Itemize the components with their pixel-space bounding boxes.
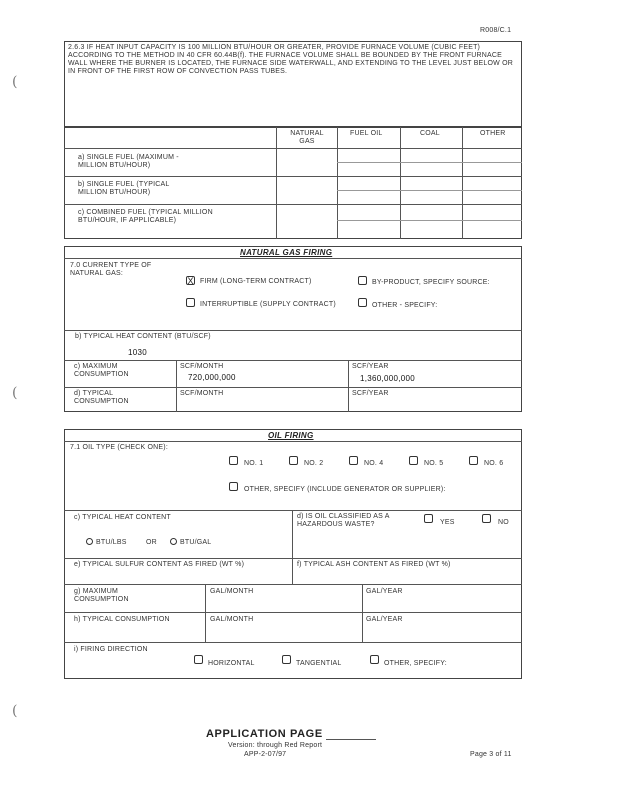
- firm-checkbox[interactable]: X: [187, 276, 194, 286]
- footer-code: APP-2-07/97: [244, 751, 287, 758]
- form-code: R008/C.1: [480, 27, 512, 34]
- col-fuel-oil: FUEL OIL: [350, 130, 383, 137]
- oil-max-month-unit: GAL/MONTH: [210, 588, 254, 595]
- oil-no6-label: NO. 6: [484, 460, 504, 467]
- row-combined: c) COMBINED FUEL (TYPICAL MILLION BTU/HOUR, IF APPLICABLE): [78, 209, 213, 224]
- byproduct-checkbox[interactable]: [358, 276, 367, 285]
- interruptible-checkbox[interactable]: [186, 298, 195, 307]
- gas-typ-year-unit: SCF/YEAR: [352, 390, 389, 397]
- hazardous-no-checkbox[interactable]: [482, 514, 491, 523]
- hazardous-no-label: NO: [498, 519, 509, 526]
- oil-typ-label: h) TYPICAL CONSUMPTION: [74, 616, 170, 623]
- oil-heat-question: c) TYPICAL HEAT CONTENT: [74, 514, 171, 521]
- hazardous-question: d) IS OIL CLASSIFIED AS A HAZARDOUS WASTE?: [297, 513, 390, 528]
- oil-no2-checkbox[interactable]: [289, 456, 298, 465]
- or-label: OR: [146, 539, 157, 546]
- tangential-checkbox[interactable]: [282, 655, 291, 664]
- oil-no1-label: NO. 1: [244, 460, 264, 467]
- horizontal-label: HORIZONTAL: [208, 660, 255, 667]
- oil-other-checkbox[interactable]: [229, 482, 238, 491]
- col-coal: COAL: [420, 130, 440, 137]
- oil-no5-label: NO. 5: [424, 460, 444, 467]
- oil-no2-label: NO. 2: [304, 460, 324, 467]
- oil-max-label: g) MAXIMUM CONSUMPTION: [74, 588, 129, 603]
- col-other: OTHER: [480, 130, 506, 137]
- oil-no5-checkbox[interactable]: [409, 456, 418, 465]
- footer-page: Page 3 of 11: [470, 751, 512, 758]
- oil-max-year-unit: GAL/YEAR: [366, 588, 403, 595]
- tangential-label: TANGENTIAL: [296, 660, 342, 667]
- footer-version: Version: through Red Report: [228, 742, 323, 749]
- btu-lbs-radio[interactable]: [86, 538, 93, 545]
- gas-max-month-value[interactable]: 720,000,000: [188, 373, 236, 382]
- hazardous-yes-label: YES: [440, 519, 455, 526]
- oil-typ-month-unit: GAL/MONTH: [210, 616, 254, 623]
- btu-gal-radio[interactable]: [170, 538, 177, 545]
- margin-mark: (: [12, 703, 18, 719]
- ash-question: f) TYPICAL ASH CONTENT AS FIRED (WT %): [297, 561, 451, 568]
- natural-gas-title: NATURAL GAS FIRING: [240, 248, 333, 257]
- other-gas-checkbox[interactable]: [358, 298, 367, 307]
- btu-gal-label: BTU/GAL: [180, 539, 212, 546]
- row-single-typ: b) SINGLE FUEL (TYPICAL MILLION BTU/HOUR): [78, 181, 170, 196]
- oil-no1-checkbox[interactable]: [229, 456, 238, 465]
- col-natural-gas: NATURAL GAS: [290, 130, 324, 145]
- other-firing-label: OTHER, SPECIFY:: [384, 660, 447, 667]
- gas-source-question: 7.0 CURRENT TYPE OF NATURAL GAS:: [70, 262, 152, 277]
- gas-typ-label: d) TYPICAL CONSUMPTION: [74, 390, 129, 405]
- other-gas-label: OTHER - SPECIFY:: [372, 302, 438, 309]
- margin-mark: (: [12, 74, 18, 90]
- horizontal-checkbox[interactable]: [194, 655, 203, 664]
- footer-title: APPLICATION PAGE: [206, 728, 323, 740]
- firm-label: FIRM (LONG-TERM CONTRACT): [200, 278, 312, 285]
- gas-heat-question: b) TYPICAL HEAT CONTENT (BTU/SCF): [75, 333, 211, 340]
- gas-max-year-value[interactable]: 1,360,000,000: [360, 374, 416, 383]
- oil-no4-checkbox[interactable]: [349, 456, 358, 465]
- row-single-max: a) SINGLE FUEL (MAXIMUM - MILLION BTU/HOUR): [78, 154, 179, 169]
- byproduct-label: BY-PRODUCT, SPECIFY SOURCE:: [372, 279, 490, 286]
- gas-typ-month-unit: SCF/MONTH: [180, 390, 224, 397]
- oil-no6-checkbox[interactable]: [469, 456, 478, 465]
- firing-direction-question: i) FIRING DIRECTION: [74, 646, 148, 653]
- heat-note: 2.6.3 IF HEAT INPUT CAPACITY IS 100 MILLION BTU/HOUR OR GREATER, PROVIDE FURNACE VOLUME (CUBIC FEET) ACCORDING TO THE METHOD IN 40 CFR 60.44B(f). THE FURNACE VOLUME SHALL BE BOUNDED BY THE FRONT FURNACE WALL WHERE THE BURNER IS LOCATED, THE FURNACE SIDE WATERWALL, AND EXTENDING TO THE LEVEL JUST BELOW OR IN FRONT OF THE FIRST ROW OF CONVECTION PASS TUBES.: [68, 44, 514, 75]
- hazardous-yes-checkbox[interactable]: [424, 514, 433, 523]
- oil-typ-year-unit: GAL/YEAR: [366, 616, 403, 623]
- oil-no4-label: NO. 4: [364, 460, 384, 467]
- btu-lbs-label: BTU/LBS: [96, 539, 127, 546]
- oil-title: OIL FIRING: [268, 431, 314, 440]
- other-firing-checkbox[interactable]: [370, 655, 379, 664]
- margin-mark: (: [12, 385, 18, 401]
- interruptible-label: INTERRUPTIBLE (SUPPLY CONTRACT): [200, 301, 336, 308]
- gas-max-year-unit: SCF/YEAR: [352, 363, 389, 370]
- sulfur-question: e) TYPICAL SULFUR CONTENT AS FIRED (WT %): [74, 561, 245, 568]
- oil-other-label: OTHER, SPECIFY (INCLUDE GENERATOR OR SUPPLIER):: [244, 486, 446, 493]
- gas-max-label: c) MAXIMUM CONSUMPTION: [74, 363, 129, 378]
- gas-max-month-unit: SCF/MONTH: [180, 363, 224, 370]
- oil-type-question: 7.1 OIL TYPE (CHECK ONE):: [70, 444, 168, 451]
- gas-heat-value[interactable]: 1030: [128, 348, 147, 357]
